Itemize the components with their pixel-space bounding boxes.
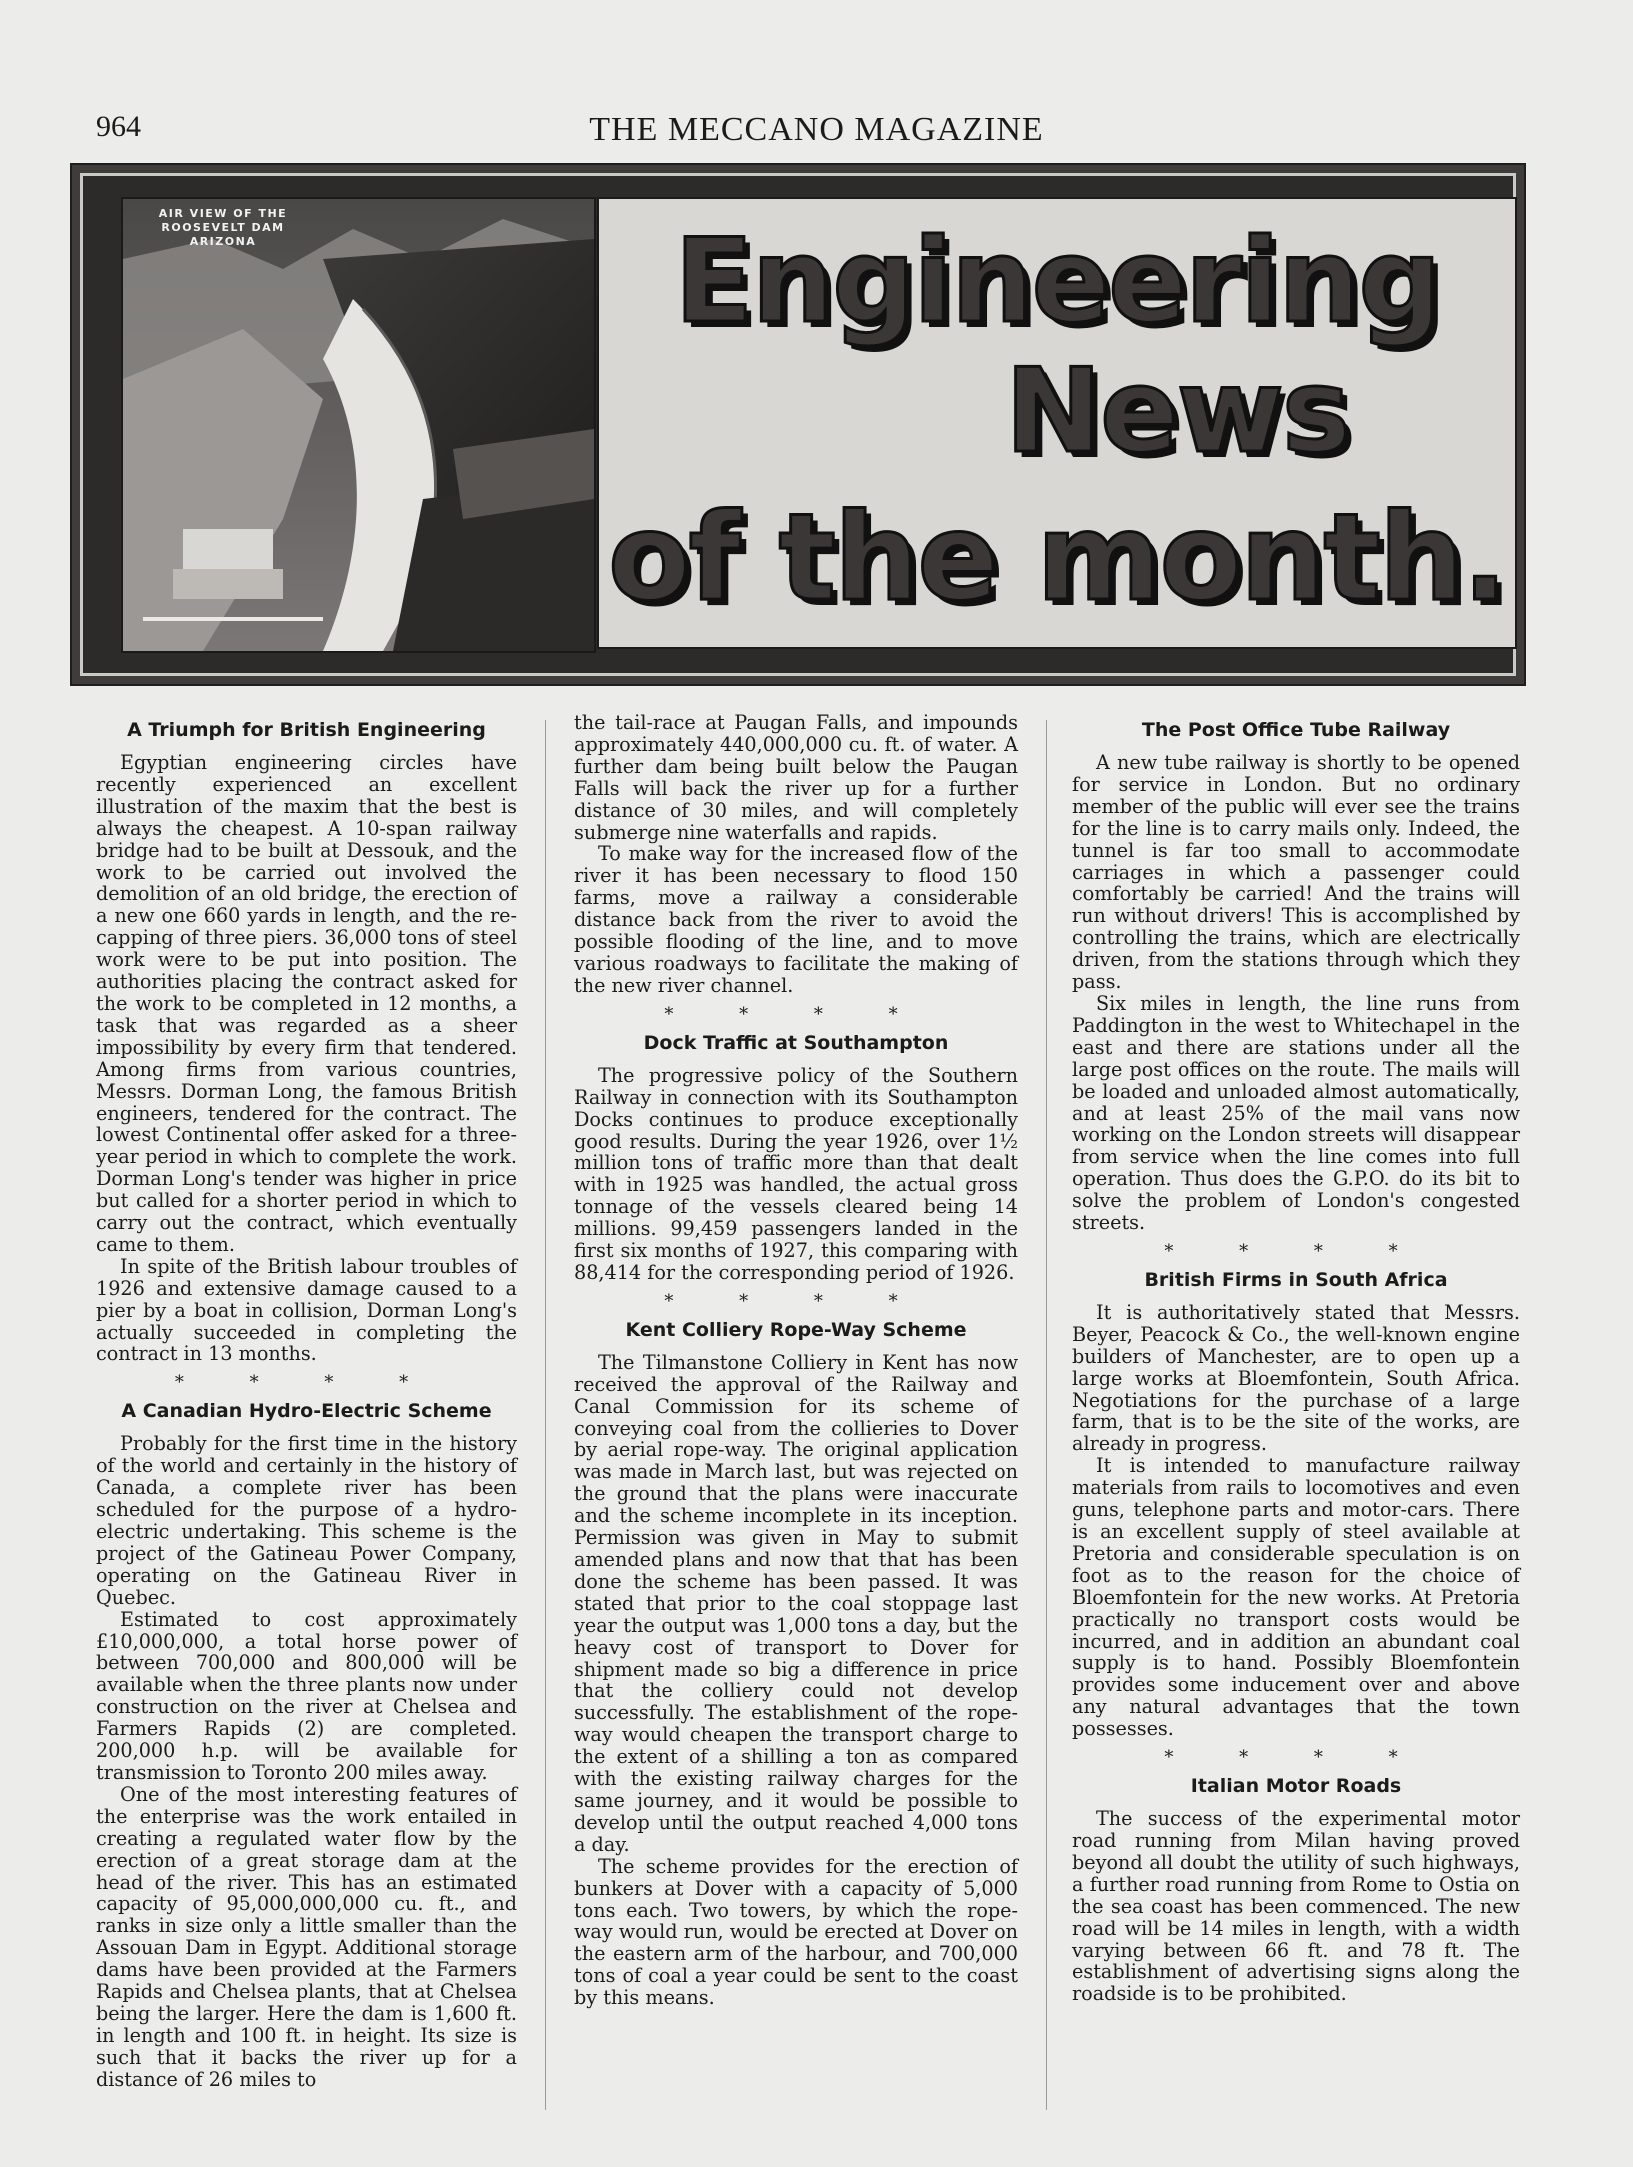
title-line-2: News xyxy=(1005,344,1349,479)
article-paragraph: The success of the experimental motor road running from Milan having proved beyond all doubt the utility of such highways, a further road running from Rome to Ostia on the sea coast has been commenced. The new road will be 14 miles in length, with a width varying between 66 ft. and 78 ft. The establishment of advertising signs along the roadside is to be prohibited. xyxy=(1072,1807,1520,2006)
article-heading: A Canadian Hydro-Electric Scheme xyxy=(121,1400,492,1423)
banner-frame xyxy=(80,173,1516,676)
article-heading: British Firms in South Africa xyxy=(1144,1268,1448,1291)
article-paragraph: It is authoritatively stated that Messrs. Beyer, Peacock & Co., the well-known engine builders of Manchester, are to open up a large works at Bloemfontein, South Africa. Negotiations for the purchase of a large farm, that is to be the site of the works, are already in progress. xyxy=(1072,1300,1520,1456)
article-paragraph: In spite of the British labour troubles of 1926 and extensive damage caused to a pier by a boat in collision, Dorman Long's actually succeeded in completing the contract in 13 months. xyxy=(96,1254,517,1366)
article-heading: A Triumph for British Engineering xyxy=(127,719,486,741)
article-heading: Dock Traffic at Southampton xyxy=(643,1031,949,1054)
section-separator: * * * * xyxy=(1164,1240,1428,1262)
article-heading: Kent Colliery Rope-Way Scheme xyxy=(625,1318,967,1341)
article-paragraph: The progressive policy of the Southern Railway in connection with its Southampton Docks continues to produce exceptionally good results. During the year 1926, over 1½ million tons of traffic more than that dealt with in 1925 was handled, the actual gross tonnage of the vessels cleared being 14 millions. 99,459 passengers landed in the first six months of 1927, this comparing with 88,414 for the corresponding period of 1926. xyxy=(574,1063,1018,1284)
article-column-2 xyxy=(574,712,1018,2009)
article-paragraph: Probably for the first time in the history of the world and certainly in the history of Canada, a complete river has been scheduled for the purpose of a hydro-electric undertaking. This scheme is the project of the Gatineau Power Company, operating on the Gatineau River in Quebec. xyxy=(96,1432,517,1609)
section-separator: * * * * xyxy=(1164,1747,1428,1769)
section-separator: * * * * xyxy=(664,1290,928,1312)
article-heading: The Post Office Tube Railway xyxy=(1141,719,1451,741)
column-rule xyxy=(1046,720,1047,2110)
running-head: THE MECCANO MAGAZINE xyxy=(589,111,1044,148)
page-number: 964 xyxy=(96,110,141,143)
article-paragraph: Six miles in length, the line runs from Paddington in the west to Whitechapel in the east and there are stations under all the large post offices on the route. The mails will be loaded and unloaded almost automatically, and at least 25% of the mail vans now working on the London streets will disappear from service when the line comes into full operation. Thus does the G.P.O. do its bit to solve the problem of London's congested streets. xyxy=(1072,991,1520,1235)
article-column-3 xyxy=(1072,712,1520,2005)
dam-illustration xyxy=(123,199,594,651)
article-heading: Italian Motor Roads xyxy=(1190,1775,1402,1798)
title-panel xyxy=(597,197,1517,649)
article-paragraph: It is intended to manufacture railway materials from rails to locomotives and even guns, telephone parts and motor-cars. There is an excellent supply of steel available at Pretoria and considerable speculation is on foot as to the reason for the choice of Bloemfontein for the new works. At Pretoria practically no transport costs would be incurred, and in addition an abundant coal supply is to hand. Possibly Bloemfontein provides some inducement over and above any natural advantages that the town possesses. xyxy=(1072,1454,1520,1741)
article-paragraph: A new tube railway is shortly to be opened for service in London. But no ordinary member of the public will ever see the trains for the line is to carry mails only. Indeed, the tunnel is far too small to accommodate carriages in which a passenger could comfortably be carried! And the trains will run without drivers! This is accomplished by controlling the trains, which are electrically driven, from the stations through which they pass. xyxy=(1072,751,1520,994)
article-paragraph: Estimated to cost approximately £10,000,000, a total horse power of between 700,000 and 800,000 will be available when the three plants now under construction on the river at Chelsea and Farmers Rapids (2) are completed. 200,000 h.p. will be available for transmission to Toronto 200 miles away. xyxy=(96,1607,517,1784)
title-line-3: of the month. xyxy=(608,489,1506,628)
article-paragraph: To make way for the increased flow of the river it has been necessary to flood 150 farms, move a railway a considerable distance back from the river to avoid the possible flooding of the line, and to move various roadways to facilitate the making of the new river channel. xyxy=(574,842,1018,997)
article-paragraph: The scheme provides for the erection of bunkers at Dover with a capacity of 5,000 tons each. Two towers, by which the rope-way would run, would be erected at Dover on the eastern arm of the harbour, and 700,000 tons of coal a year could be sent to the coast by this means. xyxy=(574,1854,1018,2010)
section-separator: * * * * xyxy=(174,1372,439,1394)
title-banner xyxy=(70,163,1526,686)
article-paragraph: Egyptian engineering circles have recently experienced an excellent illustration of the maxim that the best is always the cheapest. A 10-span railway bridge had to be built at Dessouk, and the work to be carried out involved the demolition of an old bridge, the erection of a new one 660 yards in length, and the re-capping of three piers. 36,000 tons of steel work were to be put into position. The authorities placing the contract asked for the work to be completed in 12 months, a task that was regarded as a sheer impossibility by every firm that tendered. Among firms from various countries, Messrs. Dorman Long, the famous British engineers, tendered for the contract. The lowest Continental offer asked for a three-year period in which to complete the work. Dorman Long's tender was higher in price but called for a shorter period in which to carry out the contract, which eventually came to them. xyxy=(96,751,517,1256)
article-paragraph: One of the most interesting features of the enterprise was the work entailed in creating a regulated water flow by the erection of a great storage dam at the head of the river. This has an estimated capacity of 95,000,000,000 cu. ft., and ranks in size only a little smaller than the Assouan Dam in Egypt. Additional storage dams have been provided at the Farmers Rapids and Chelsea plants, that at Chelsea being the larger. Here the dam is 1,600 ft. in length and 100 ft. in height. Its size is such that it backs the river up for a distance of 26 miles to xyxy=(96,1782,517,2091)
dam-photo xyxy=(121,197,596,653)
section-separator: * * * * xyxy=(664,1003,928,1025)
title-line-1: Engineering xyxy=(674,214,1440,349)
article-column-1 xyxy=(96,712,517,2091)
photo-caption: AIR VIEW OF THE ROOSEVELT DAM ARIZONA xyxy=(158,207,288,248)
column-rule xyxy=(545,720,546,2110)
article-paragraph: the tail-race at Paugan Falls, and impounds approximately 440,000,000 cu. ft. of water. A further dam being built below the Paugan Falls will back the river up for a further distance of 30 miles, and will completely submerge nine waterfalls and rapids. xyxy=(574,711,1018,844)
article-paragraph: The Tilmanstone Colliery in Kent has now received the approval of the Railway and Canal Commission for its scheme of conveying coal from the collieries to Dover by aerial rope-way. The original application was made in March last, but was rejected on the ground that the plans were inaccurate and the scheme incomplete in its inception. Permission was given in May to submit amended plans and now that that has been done the scheme has been passed. It was stated that prior to the coal stoppage last year the output was 1,000 tons a day, but the heavy cost of transport to Dover for shipment made so big a difference in price that the colliery could not develop successfully. The establishment of the rope-way would cheapen the transport charge to the extent of a shilling a ton as compared with the existing railway charges for the same journey, and it would be possible to develop until the output reached 4,000 tons a day. xyxy=(574,1350,1018,1856)
